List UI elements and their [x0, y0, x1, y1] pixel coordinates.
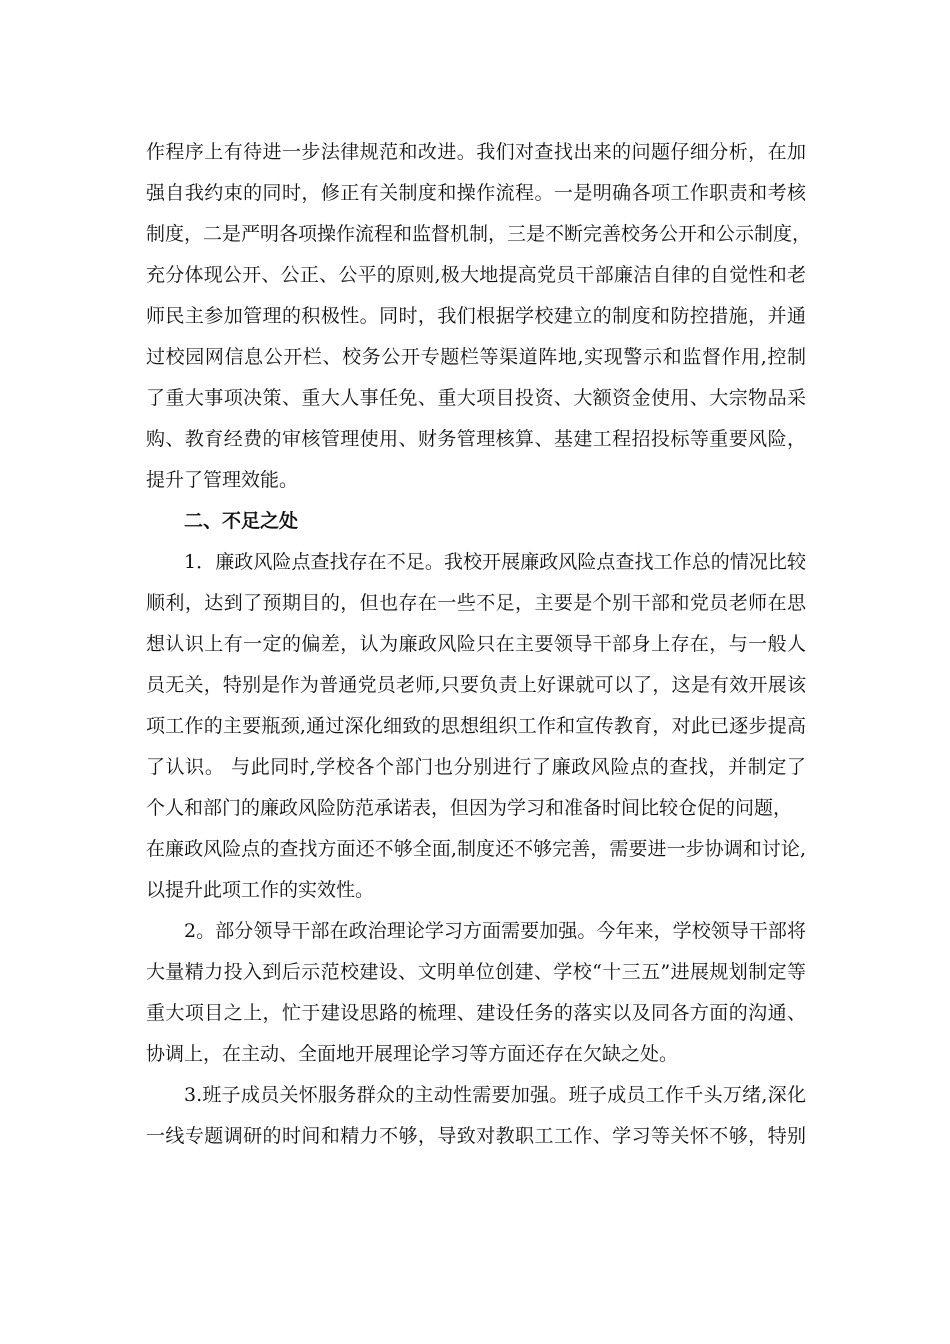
text-line: 强自我约束的同时，修正有关制度和操作流程。一是明确各项工作职责和考核 [146, 182, 806, 204]
text-line: 了重大事项决策、重大人事任免、重大项目投资、大额资金使用、大宗物品采 [146, 387, 806, 409]
text-line: 员无关，特别是作为普通党员老师,只要负责上好课就可以了，这是有效开展该 [146, 674, 806, 696]
text-line: 制度，二是严明各项操作流程和监督机制，三是不断完善校务公开和公示制度， [146, 223, 812, 245]
text-line: 大量精力投入到后示范校建设、文明单位创建、学校“十三五”进展规划制定等 [146, 961, 806, 983]
text-line: 协调上，在主动、全面地开展理论学习等方面还存在欠缺之处。 [146, 1043, 679, 1065]
text-line: 1．廉政风险点查找存在不足。我校开展廉政风险点查找工作总的情况比较 [184, 551, 806, 573]
text-line: 重大项目之上，忙于建设思路的梳理、建设任务的落实以及同各方面的沟通、 [146, 1002, 806, 1024]
text-line: 充分体现公开、公正、公平的原则,极大地提高党员干部廉洁自律的自觉性和老 [146, 264, 806, 286]
section-heading: 二、不足之处 [184, 510, 299, 532]
text-line: 师民主参加管理的积极性。同时，我们根据学校建立的制度和防控措施，并通 [146, 305, 806, 327]
text-line: 个人和部门的廉政风险防范承诺表，但因为学习和准备时间比较仓促的问题， [146, 797, 793, 819]
text-line: 购、教育经费的审核管理使用、财务管理核算、基建工程招投标等重要风险， [146, 428, 806, 450]
text-line: 作程序上有待进一步法律规范和改进。我们对查找出来的问题仔细分析，在加 [146, 141, 806, 163]
text-line: 过校园网信息公开栏、校务公开专题栏等渠道阵地,实现警示和监督作用,控制 [146, 346, 806, 368]
text-line: 3.班子成员关怀服务群众的主动性需要加强。班子成员工作千头万绪,深化 [184, 1084, 806, 1106]
text-line: 想认识上有一定的偏差，认为廉政风险只在主要领导干部身上存在，与一般人 [146, 633, 806, 655]
text-line: 项工作的主要瓶颈,通过深化细致的思想组织工作和宣传教育，对此已逐步提高 [146, 715, 806, 737]
text-line: 以提升此项工作的实效性。 [146, 879, 375, 901]
text-line: 一线专题调研的时间和精力不够，导致对教职工工作、学习等关怀不够，特别 [146, 1125, 806, 1147]
text-line: 了认识。 与此同时,学校各个部门也分别进行了廉政风险点的查找，并制定了 [146, 756, 806, 778]
text-line: 在廉政风险点的查找方面还不够全面,制度还不够完善，需要进一步协调和讨论, [146, 838, 806, 860]
text-line: 提升了管理效能。 [146, 469, 299, 491]
document-body [146, 132, 812, 1157]
text-line: 2。部分领导干部在政治理论学习方面需要加强。今年来，学校领导干部将 [184, 920, 806, 942]
text-line: 顺利，达到了预期目的，但也存在一些不足，主要是个别干部和党员老师在思 [146, 592, 806, 614]
